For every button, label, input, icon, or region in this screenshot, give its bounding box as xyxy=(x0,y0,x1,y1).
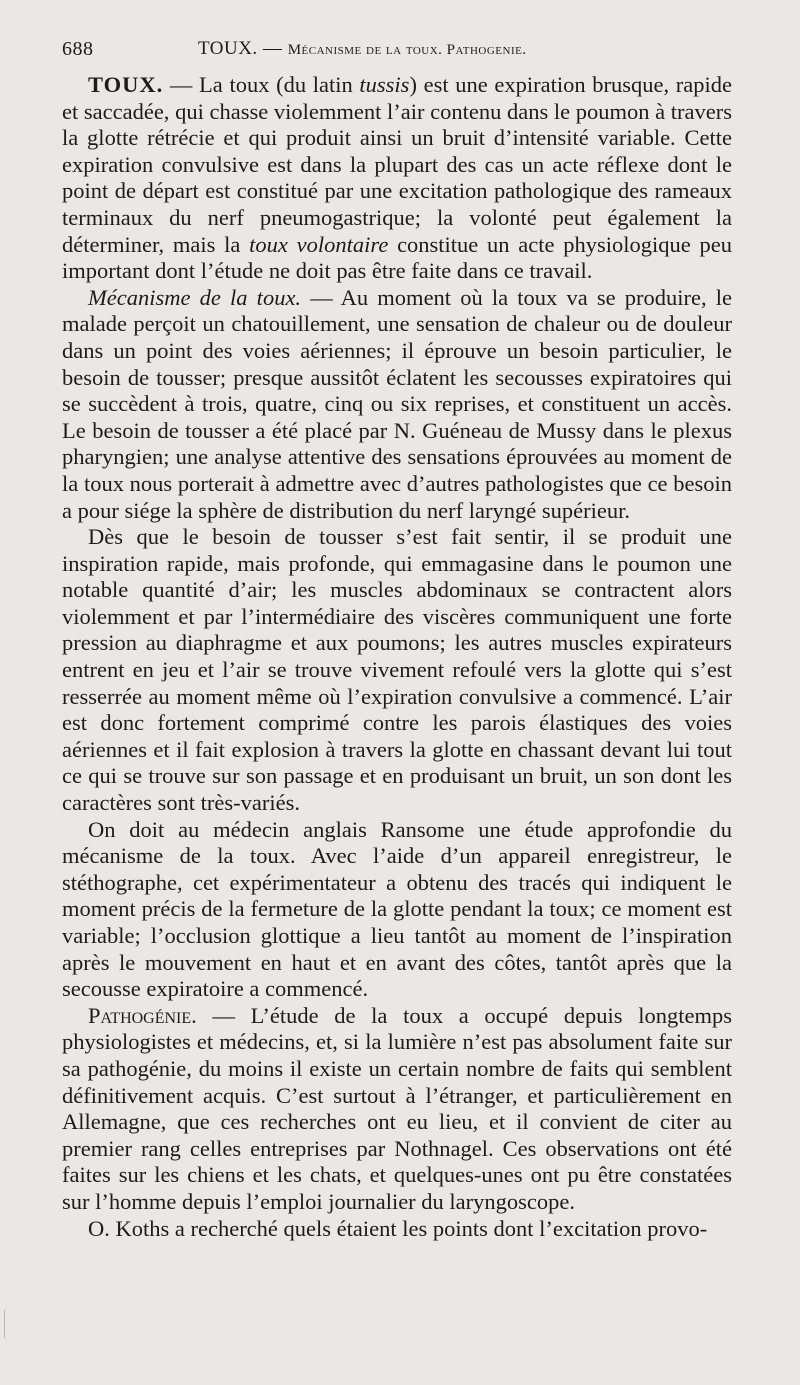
paragraph-ransome: On doit au médecin anglais Ransome une étude approfondie du mécanisme de la toux. Avec l’aide d’un appareil enregistreur, le stéthographe, cet expérimentateur a obtenu des tracés qui indiquent le moment précis de la fermeture de la glotte pendant la toux; ce moment est variable; l’occlusion glottique a lieu tantôt au moment de l’inspiration après le mouvement en haut et en avant des côtes, tantôt après que la secousse expiratoire a commencé. xyxy=(62,816,732,1002)
running-head-main: TOUX. — xyxy=(198,38,288,59)
paragraph-pathogenie xyxy=(62,1003,732,1216)
italic-term: tussis xyxy=(359,72,410,97)
text-run: — L’étude de la toux a occupé depuis longtemps physiologistes et médecins, et, si la lumière n’est pas absolument faite sur sa pathogénie, du moins il existe un certain nombre de faits qui semblent définitivement acquis. C’est surtout à l’étranger, et particulièrement en Allemagne, que ces recherches ont eu lieu, et il convient de citer au premier rang celles entreprises par Nothnagel. Ces observations ont été faites sur les chiens et les chats, et quelques-unes ont pu être constatées sur l’homme depuis l’emploi journalier du laryngoscope. xyxy=(62,1002,732,1214)
page-edge-mark xyxy=(4,1310,5,1338)
text-run: — La toux (du latin xyxy=(163,72,360,97)
running-head xyxy=(198,38,527,60)
entry-heading: TOUX. xyxy=(88,72,164,97)
section-heading-pathogenie: Pathogénie. xyxy=(88,1002,197,1028)
italic-term: toux volontaire xyxy=(249,231,389,257)
page-header xyxy=(62,38,742,68)
text-run: — Au moment où la toux va se produire, le malade perçoit un chatouillement, une sensation de chaleur ou de douleur dans un point des voies aériennes; il éprouve un besoin particulier, le besoin de tousser; presque aussitôt éclatent les secousses expiratoires qui se succèdent à trois, quatre, cinq ou six reprises, et constituent un accès. Le besoin de tousser a été placé par N. Guéneau de Mussy dans le plexus pharyngien; une analyse attentive des sensations éprouvées au moment de la toux nous porterait à admettre avec d’autres pathologistes que ce besoin a pour siége la sphère de distribution du nerf laryngé supérieur. xyxy=(62,284,732,523)
text-run: ) est une expiration brusque, rapide et saccadée, qui chasse violemment l’air contenu dans le poumon à travers la glotte rétrécie et qui produit ainsi un bruit d’intensité variable. Cette expiration convulsive est dans la plupart des cas un acte réflexe dont le point de départ est constitué par une excitation pathologique des rameaux terminaux du nerf pneumogastrique; la volonté peut également la déterminer, mais la xyxy=(62,72,732,257)
paragraph-koths: O. Koths a recherché quels étaient les points dont l’excitation provo- xyxy=(88,1215,708,1241)
running-head-subtitle: Mécanisme de la toux. Pathogenie. xyxy=(287,42,527,58)
paragraph-toux-definition xyxy=(62,72,732,285)
page-number: 688 xyxy=(62,38,94,60)
paragraph-mecanisme xyxy=(62,285,732,524)
page-body xyxy=(62,72,732,1242)
paragraph-inspiration: Dès que le besoin de tousser s’est fait sentir, il se produit une inspiration rapide, mais profonde, qui emmagasine dans le poumon une notable quantité d’air; les muscles abdominaux se contractent alors violemment et par l’intermédiaire des viscères communiquent une forte pression au diaphragme et aux poumons; les autres muscles expirateurs entrent en jeu et l’air se trouve vivement refoulé vers la glotte qui s’est resserrée au moment même où l’expiration convulsive a commencé. L’air est donc fortement comprimé contre les parois élastiques des voies aériennes et il fait explosion à travers la glotte en chassant devant lui tout ce qui se trouve sur son passage et en produisant un bruit, un son dont les caractères sont très-variés. xyxy=(62,524,732,816)
section-heading-mecanisme: Mécanisme de la toux. xyxy=(88,284,302,310)
text-run: constitue un acte physiologique peu important dont l’étude ne doit pas être faite dans ce travail. xyxy=(62,231,732,284)
